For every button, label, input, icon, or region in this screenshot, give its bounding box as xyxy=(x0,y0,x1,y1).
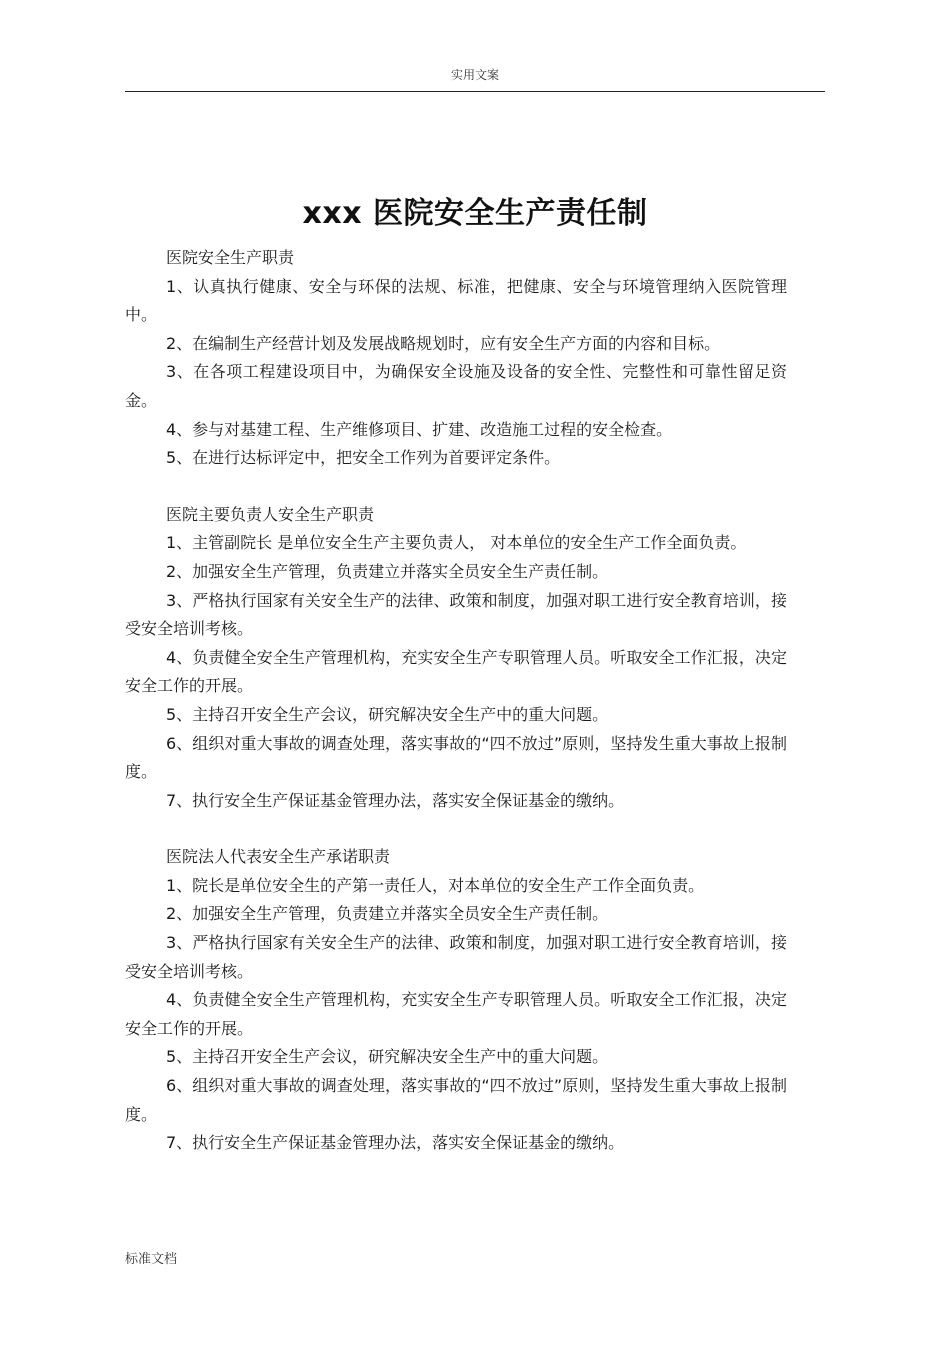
paragraph: 4、参与对基建工程、生产维修项目、扩建、改造施工过程的安全检查。 xyxy=(166,419,673,439)
section-legal-representative-duties xyxy=(125,843,787,1158)
document-body xyxy=(125,244,787,1158)
paragraph: 3、严格执行国家有关安全生产的法律、政策和制度，加强对职工进行安全教育培训，接受安全培训考核。 xyxy=(125,590,787,639)
paragraph: 5、在进行达标评定中，把安全工作列为首要评定条件。 xyxy=(166,448,561,468)
section-heading: 医院法人代表安全生产承诺职责 xyxy=(166,847,391,867)
paragraph: 7、执行安全生产保证基金管理办法，落实安全保证基金的缴纳。 xyxy=(166,1133,625,1153)
paragraph: 5、主持召开安全生产会议，研究解决安全生产中的重大问题。 xyxy=(166,1047,609,1067)
header-divider xyxy=(125,91,825,92)
page-header: 实用文案 xyxy=(450,68,499,82)
paragraph: 6、组织对重大事故的调查处理，落实事故的“四不放过”原则，坚持发生重大事故上报制度。 xyxy=(125,733,787,782)
page-footer: 标准文档 xyxy=(125,1252,178,1267)
paragraph: 2、在编制生产经营计划及发展战略规划时，应有安全生产方面的内容和目标。 xyxy=(166,333,721,353)
paragraph: 3、在各项工程建设项目中，为确保安全设施及设备的安全性、完整性和可靠性留足资金。 xyxy=(125,362,787,410)
section-principal-responsible-duties xyxy=(125,501,787,816)
paragraph: 6、组织对重大事故的调查处理，落实事故的“四不放过”原则，坚持发生重大事故上报制度。 xyxy=(125,1076,787,1124)
paragraph: 1、院长是单位安全生的产第一责任人，对本单位的安全生产工作全面负责。 xyxy=(166,875,705,895)
section-heading: 医院安全生产职责 xyxy=(166,248,295,267)
paragraph: 3、严格执行国家有关安全生产的法律、政策和制度，加强对职工进行安全教育培训，接受安全培训考核。 xyxy=(125,933,787,981)
paragraph: 2、加强安全生产管理，负责建立并落实全员安全生产责任制。 xyxy=(166,904,609,924)
section-heading: 医院主要负责人安全生产职责 xyxy=(166,504,375,524)
paragraph: 4、负责健全安全生产管理机构，充实安全生产专职管理人员。听取安全工作汇报，决定安全工作的开展。 xyxy=(125,990,787,1038)
document-title: xxx 医院安全生产责任制 xyxy=(302,196,648,232)
paragraph: 7、执行安全生产保证基金管理办法，落实安全保证基金的缴纳。 xyxy=(166,790,625,810)
paragraph: 2、加强安全生产管理，负责建立并落实全员安全生产责任制。 xyxy=(166,561,609,581)
paragraph: 4、负责健全安全生产管理机构，充实安全生产专职管理人员。听取安全工作汇报，决定安全工作的开展。 xyxy=(125,647,787,696)
paragraph: 1、认真执行健康、安全与环保的法规、标准，把健康、安全与环境管理纳入医院管理中。 xyxy=(125,276,787,325)
paragraph: 5、主持召开安全生产会议，研究解决安全生产中的重大问题。 xyxy=(166,704,609,724)
paragraph: 1、主管副院长 是单位安全生产主要负责人， 对本单位的安全生产工作全面负责。 xyxy=(166,533,747,553)
section-hospital-safety-duties xyxy=(125,244,787,473)
